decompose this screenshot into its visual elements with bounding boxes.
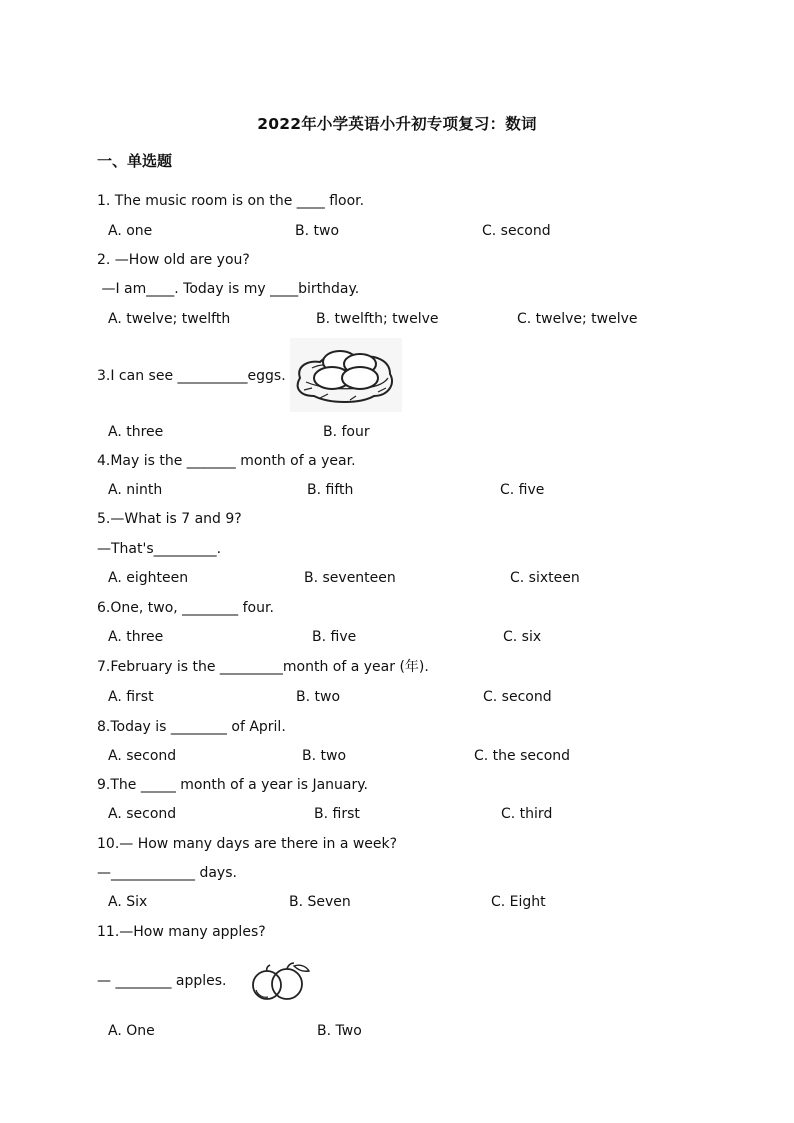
question-4-option-a: A. ninth [108,482,163,498]
two-apples-image [246,960,314,1002]
question-1-option-c: C. second [482,223,551,239]
question-4-option-c: C. five [500,482,545,498]
question-3-option-a: A. three [108,424,164,440]
question-7-option-b: B. two [296,689,341,705]
question-10-text: 10.— How many days are there in a week? [97,836,398,852]
question-3-text: 3.I can see __________eggs. [97,368,286,384]
question-10-option-a: A. Six [108,894,148,910]
question-11-text: 11.—How many apples? [97,924,266,940]
question-7-option-a: A. first [108,689,154,705]
page-title: 2022年小学英语小升初专项复习：数词 [257,115,537,133]
question-5-answer-line: —That's_________. [97,541,222,557]
question-9-option-c: C. third [501,806,553,822]
question-6-option-a: A. three [108,629,164,645]
question-4-option-b: B. fifth [307,482,354,498]
question-1-option-a: A. one [108,223,153,239]
question-3-option-b: B. four [323,424,370,440]
question-11-option-a: A. One [108,1023,155,1039]
question-2-option-c: C. twelve; twelve [517,311,638,327]
question-8-text: 8.Today is ________ of April. [97,719,286,735]
question-8-option-b: B. two [302,748,347,764]
question-10-option-b: B. Seven [289,894,351,910]
question-7-text: 7.February is the _________month of a year (年). [97,659,429,675]
question-5-option-c: C. sixteen [510,570,580,586]
question-6-option-b: B. five [312,629,357,645]
question-1-option-b: B. two [295,223,340,239]
question-6-text: 6.One, two, ________ four. [97,600,274,616]
question-11-answer-line: — ________ apples. [97,973,227,989]
question-10-option-c: C. Eight [491,894,546,910]
question-4-text: 4.May is the _______ month of a year. [97,453,356,469]
question-5-option-b: B. seventeen [304,570,396,586]
question-7-option-c: C. second [483,689,552,705]
question-9-option-b: B. first [314,806,360,822]
question-8-option-c: C. the second [474,748,571,764]
question-11-option-b: B. Two [317,1023,362,1039]
question-2-text: 2. —How old are you? [97,252,250,268]
question-6-option-c: C. six [503,629,542,645]
question-1-text: 1. The music room is on the ____ floor. [97,193,365,209]
question-10-answer-line: —____________ days. [97,865,237,881]
question-2-option-a: A. twelve; twelfth [108,311,231,327]
question-9-text: 9.The _____ month of a year is January. [97,777,369,793]
question-5-option-a: A. eighteen [108,570,189,586]
eggs-in-nest-image [290,338,402,412]
question-5-text: 5.—What is 7 and 9? [97,511,242,527]
question-2-option-b: B. twelfth; twelve [316,311,439,327]
question-2-answer-line: —I am____. Today is my ____birthday. [97,281,360,297]
question-9-option-a: A. second [108,806,177,822]
question-8-option-a: A. second [108,748,177,764]
section-heading: 一、单选题 [97,152,173,170]
